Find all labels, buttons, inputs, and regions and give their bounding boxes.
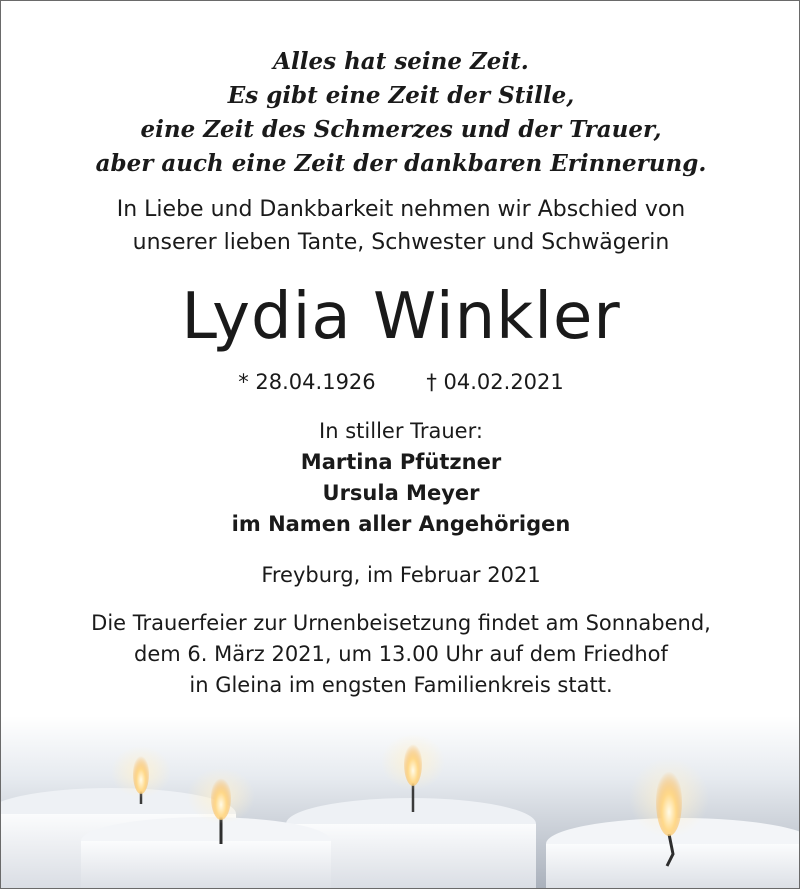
mourner-name: Martina Pfützner: [300, 450, 502, 474]
mourner-name: im Namen aller Angehörigen: [231, 512, 571, 536]
mourner-name: Ursula Meyer: [322, 481, 480, 505]
poem-verse: [1, 45, 800, 181]
birth-date: * 28.04.1926: [238, 370, 376, 394]
poem-line: aber auch eine Zeit der dankbaren Erinnerung.: [95, 150, 707, 177]
poem-line: Alles hat seine Zeit.: [273, 48, 529, 75]
mourners-heading: In stiller Trauer:: [319, 419, 483, 443]
deceased-name: Lydia Winkler: [181, 280, 621, 354]
funeral-line: dem 6. März 2021, um 13.00 Uhr auf dem Friedhof: [134, 642, 668, 666]
funeral-line: in Gleina im engsten Familienkreis statt.: [189, 673, 613, 697]
poem-line: eine Zeit des Schmerzes und der Trauer,: [140, 116, 662, 143]
intro-line: unserer lieben Tante, Schwester und Schwägerin: [132, 230, 670, 255]
death-date: † 04.02.2021: [426, 370, 564, 394]
farewell-intro: [1, 193, 800, 259]
place-date: Freyburg, im Februar 2021: [261, 563, 541, 587]
intro-line: In Liebe und Dankbarkeit nehmen wir Abschied von: [116, 197, 686, 222]
mourners-block: [1, 416, 800, 540]
funeral-line: Die Trauerfeier zur Urnenbeisetzung findet am Sonnabend,: [91, 611, 711, 635]
poem-line: Es gibt eine Zeit der Stille,: [227, 82, 575, 109]
candles-image: [1, 716, 800, 889]
life-dates: [1, 367, 800, 397]
funeral-info: [1, 608, 800, 701]
